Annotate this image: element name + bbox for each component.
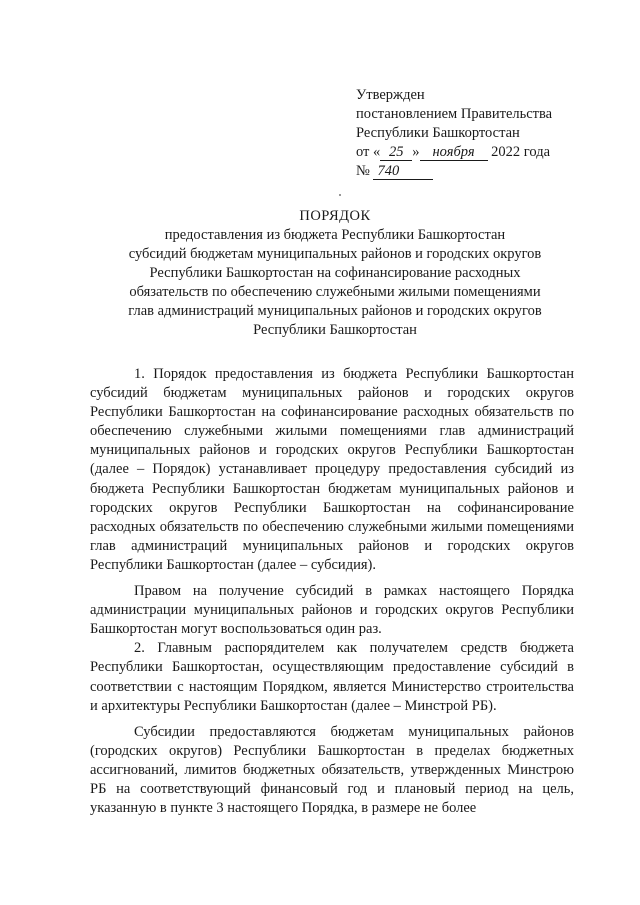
document-number: 740 bbox=[373, 164, 433, 180]
paragraph-2: Правом на получение субсидий в рамках настоящего Порядка администрации муниципальных районов и городских округов Республики Башкортостан могут воспользоваться один раз. bbox=[90, 583, 574, 638]
paragraph-4: Субсидии предоставляются бюджетам муниципальных районов (городских округов) Республики Башкортостан в пределах бюджетных ассигнований, лимитов бюджетных обязательств, утвержденных Минстрою РБ на соответствующий финансовый год и плановый период на цель, указанную в пункте 3 настоящего Порядка, в размере не более bbox=[90, 723, 574, 817]
document-body bbox=[90, 365, 574, 818]
date-day: 25 bbox=[380, 145, 412, 161]
date-year: 2022 года bbox=[491, 144, 551, 160]
approval-number-line bbox=[356, 162, 606, 181]
number-prefix: № bbox=[356, 163, 370, 179]
title-line: Республики Башкортостан bbox=[253, 322, 417, 338]
approval-line-republic: Республики Башкортостан bbox=[356, 125, 520, 141]
title-line: предоставления из бюджета Республики Башкортостан bbox=[164, 227, 506, 243]
date-mid: » bbox=[412, 144, 420, 160]
date-month: ноября bbox=[420, 145, 488, 161]
approval-line-approved: Утвержден bbox=[356, 87, 425, 103]
approval-line-resolution: постановлением Правительства bbox=[356, 106, 553, 122]
title-line: субсидий бюджетам муниципальных районов и городских округов bbox=[128, 246, 542, 262]
document-title bbox=[96, 207, 574, 340]
paragraph-1: 1. Порядок предоставления из бюджета Республики Башкортостан субсидий бюджетам муниципальных районов и городских округов Республики Башкортостан на софинансирование расходных обязательств по обеспечению служебными жилыми помещениями глав администраций муниципальных районов и городских округов Республики Башкортостан (далее – Порядок) устанавливает процедуру предоставления субсидий из бюджета Республики Башкортостан бюджетам муниципальных районов и городских округов Республики Башкортостан на софинансирование расходных обязательств по обеспечению служебными жилыми помещениями глав администраций муниципальных районов и городских округов Республики Башкортостан (далее – субсидия). bbox=[90, 366, 574, 573]
paragraph-3: 2. Главным распорядителем как получателем средств бюджета Республики Башкортостан, осуществляющим предоставление субсидий в соответствии с настоящим Порядком, является Министерство строительства и архитектуры Республики Башкортостан (далее – Минстрой РБ). bbox=[90, 640, 574, 714]
scan-speck bbox=[339, 194, 341, 196]
date-prefix: от « bbox=[356, 144, 381, 160]
title-line: обязательств по обеспечению служебными жилыми помещениями bbox=[129, 284, 541, 300]
approval-block bbox=[356, 86, 606, 181]
title-line: Республики Башкортостан на софинансирование расходных bbox=[149, 265, 521, 281]
title-heading: ПОРЯДОК bbox=[299, 208, 371, 224]
approval-date-line bbox=[356, 143, 606, 162]
title-line: глав администраций муниципальных районов и городских округов bbox=[128, 303, 542, 319]
